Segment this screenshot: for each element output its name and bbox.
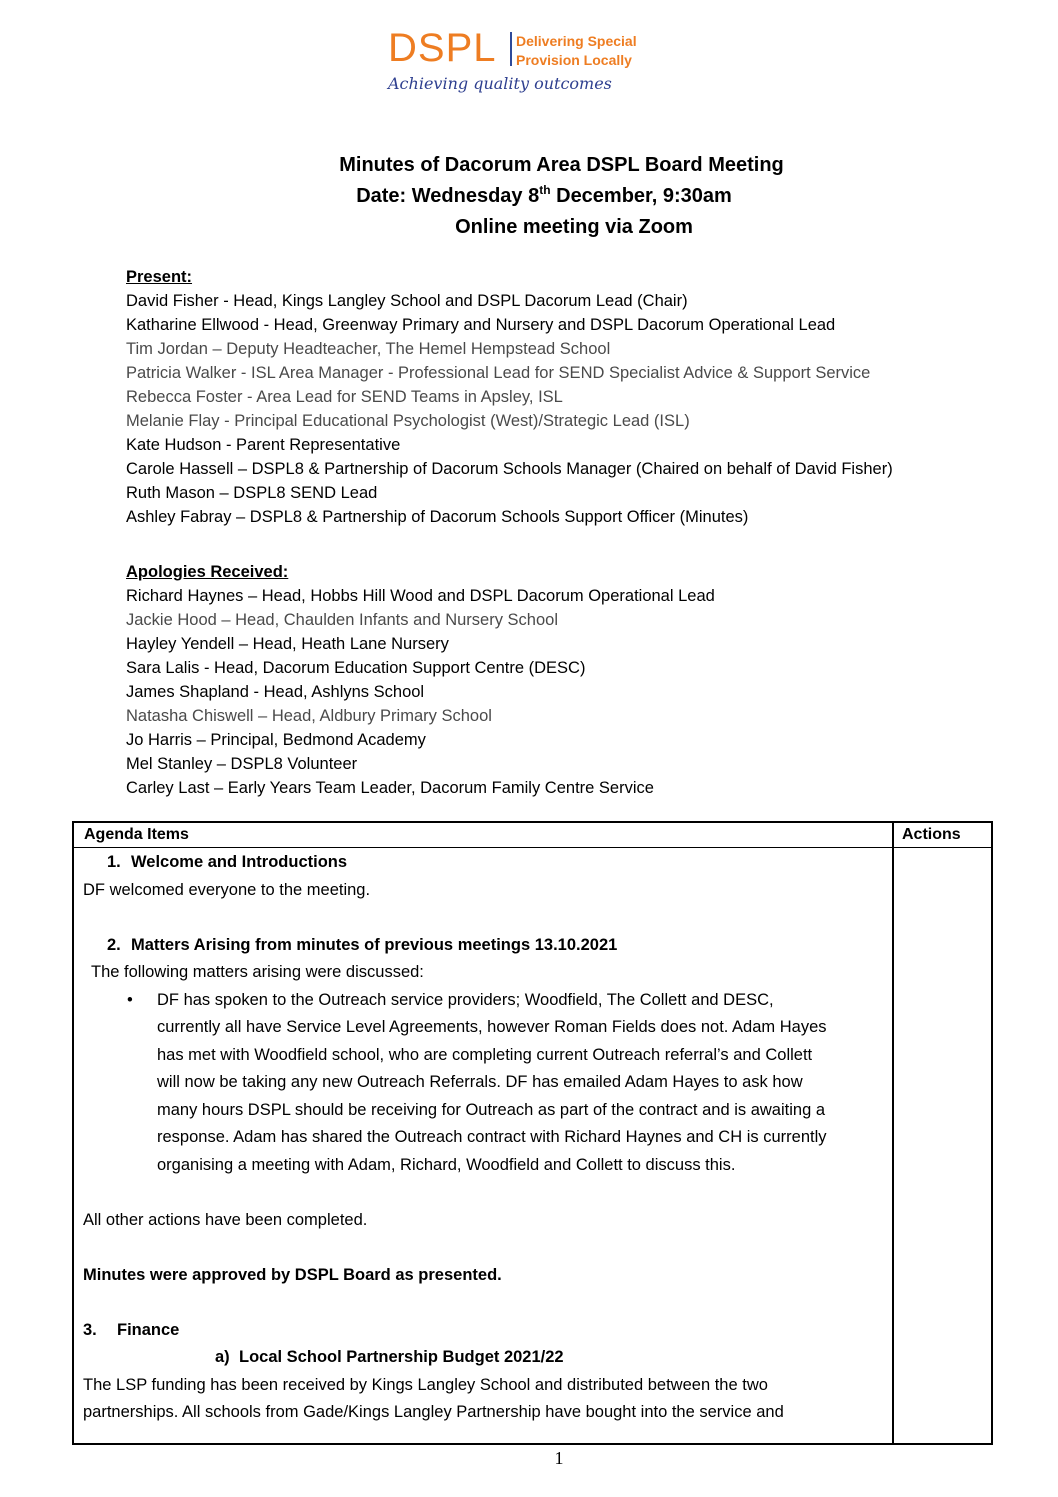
agenda-column-divider <box>892 823 894 1443</box>
agenda-table <box>72 821 993 1445</box>
agenda-item-3a-label: a) <box>215 1348 230 1366</box>
agenda-item-1-title-text: Welcome and Introductions <box>131 853 348 871</box>
meeting-date-prefix: Date: Wednesday 8 <box>356 185 540 207</box>
agenda-item-3a-line: The LSP funding has been received by Kings Langley School and distributed between the two <box>83 1375 768 1394</box>
agenda-item-1-text: DF welcomed everyone to the meeting. <box>83 880 371 899</box>
apology-person: James Shapland - Head, Ashlyns School <box>126 683 425 701</box>
agenda-item-3-title-text: Finance <box>117 1320 180 1339</box>
agenda-item-3a-line: partnerships. All schools from Gade/Kings Langley Partnership have bought into the service and <box>83 1403 784 1421</box>
bullet-line: will now be taking any new Outreach Referrals. DF has emailed Adam Hayes to ask how <box>157 1073 803 1091</box>
page-number: 1 <box>554 1448 564 1468</box>
spacer <box>83 904 888 932</box>
agenda-item-1-title <box>83 849 888 877</box>
document-title: Minutes of Dacorum Area DSPL Board Meeting <box>339 154 784 176</box>
bullet-line: has met with Woodfield school, who are completing current Outreach referral’s and Collett <box>157 1045 813 1064</box>
meeting-venue: Online meeting via Zoom <box>455 216 693 238</box>
apologies-list <box>126 560 1026 800</box>
bullet-line: response. Adam has shared the Outreach contract with Richard Haynes and CH is currently <box>157 1128 827 1146</box>
agenda-item-3-number: 3. <box>83 1320 97 1339</box>
meeting-date-suffix: December, 9:30am <box>550 185 732 207</box>
agenda-items-header: Agenda Items <box>84 826 189 843</box>
apology-person: Jackie Hood – Head, Chaulden Infants and Nursery School <box>126 611 559 629</box>
apology-person: Carley Last – Early Years Team Leader, Dacorum Family Centre Service <box>126 779 654 797</box>
present-heading: Present: <box>126 268 193 286</box>
bullet-line: many hours DSPL should be receiving for Outreach as part of the contract and is awaiting a <box>157 1100 826 1119</box>
agenda-header-row <box>74 823 991 848</box>
logo-tag-line-1: Delivering Special <box>516 33 637 49</box>
agenda-item-2-title <box>83 932 888 960</box>
present-person: Kate Hudson - Parent Representative <box>126 436 401 454</box>
logo-divider <box>510 32 512 66</box>
actions-header: Actions <box>902 826 961 843</box>
apology-person: Hayley Yendell – Head, Heath Lane Nursery <box>126 635 449 653</box>
apology-person: Mel Stanley – DSPL8 Volunteer <box>126 755 358 773</box>
present-person: David Fisher - Head, Kings Langley School and DSPL Dacorum Lead (Chair) <box>126 292 688 310</box>
logo-mark: DSPL <box>388 26 497 70</box>
apology-person: Richard Haynes – Head, Hobbs Hill Wood and DSPL Dacorum Operational Lead <box>126 587 715 605</box>
meeting-date-ordinal: th <box>539 183 551 197</box>
agenda-items-cell <box>83 849 888 1427</box>
meeting-date <box>0 181 1058 212</box>
spacer <box>83 1179 888 1207</box>
agenda-item-3a-title <box>83 1344 888 1372</box>
present-person: Katharine Ellwood - Head, Greenway Primary and Nursery and DSPL Dacorum Operational Lead <box>126 316 836 334</box>
logo-tag-line-2: Provision Locally <box>516 52 632 68</box>
logo-tag <box>516 32 637 70</box>
agenda-item-2-title-text: Matters Arising from minutes of previous meetings 13.10.2021 <box>131 935 618 954</box>
spacer <box>83 1289 888 1317</box>
present-person: Rebecca Foster - Area Lead for SEND Teams in Apsley, ISL <box>126 388 563 406</box>
agenda-item-3-title <box>83 1317 888 1345</box>
bullet-text <box>157 987 888 1180</box>
present-person: Ashley Fabray – DSPL8 & Partnership of Dacorum Schools Support Officer (Minutes) <box>126 508 749 526</box>
present-person: Tim Jordan – Deputy Headteacher, The Hemel Hempstead School <box>126 340 611 358</box>
apology-person: Sara Lalis - Head, Dacorum Education Support Centre (DESC) <box>126 659 586 677</box>
present-person: Ruth Mason – DSPL8 SEND Lead <box>126 484 378 502</box>
document-heading <box>0 150 1058 243</box>
spacer <box>83 1234 888 1262</box>
dspl-logo <box>388 28 678 98</box>
bullet-icon: • <box>127 990 133 1009</box>
logo-tagline: Achieving quality outcomes <box>388 74 612 93</box>
agenda-item-1-number: 1. <box>107 853 121 871</box>
apology-person: Natasha Chiswell – Head, Aldbury Primary School <box>126 707 492 725</box>
bullet-line: organising a meeting with Adam, Richard, Woodfield and Collett to discuss this. <box>157 1155 736 1174</box>
agenda-item-2-completed: All other actions have been completed. <box>83 1210 368 1229</box>
agenda-item-2-approved: Minutes were approved by DSPL Board as presented. <box>83 1265 502 1284</box>
bullet-line: DF has spoken to the Outreach service providers; Woodfield, The Collett and DESC, <box>157 990 774 1009</box>
apology-person: Jo Harris – Principal, Bedmond Academy <box>126 731 426 749</box>
agenda-item-3a-title-text: Local School Partnership Budget 2021/22 <box>239 1348 564 1366</box>
bullet-line: currently all have Service Level Agreements, however Roman Fields does not. Adam Hayes <box>157 1018 827 1036</box>
agenda-item-2-intro: The following matters arising were discussed: <box>91 963 424 981</box>
present-list <box>126 265 1026 529</box>
present-person: Patricia Walker - ISL Area Manager - Professional Lead for SEND Specialist Advice & Support Service <box>126 364 871 382</box>
apologies-heading: Apologies Received: <box>126 563 289 581</box>
agenda-item-2-number: 2. <box>107 935 121 954</box>
present-person: Melanie Flay - Principal Educational Psychologist (West)/Strategic Lead (ISL) <box>126 412 690 430</box>
present-person: Carole Hassell – DSPL8 & Partnership of Dacorum Schools Manager (Chaired on behalf of David Fisher) <box>126 460 893 478</box>
agenda-item-2-bullet <box>83 987 888 1180</box>
